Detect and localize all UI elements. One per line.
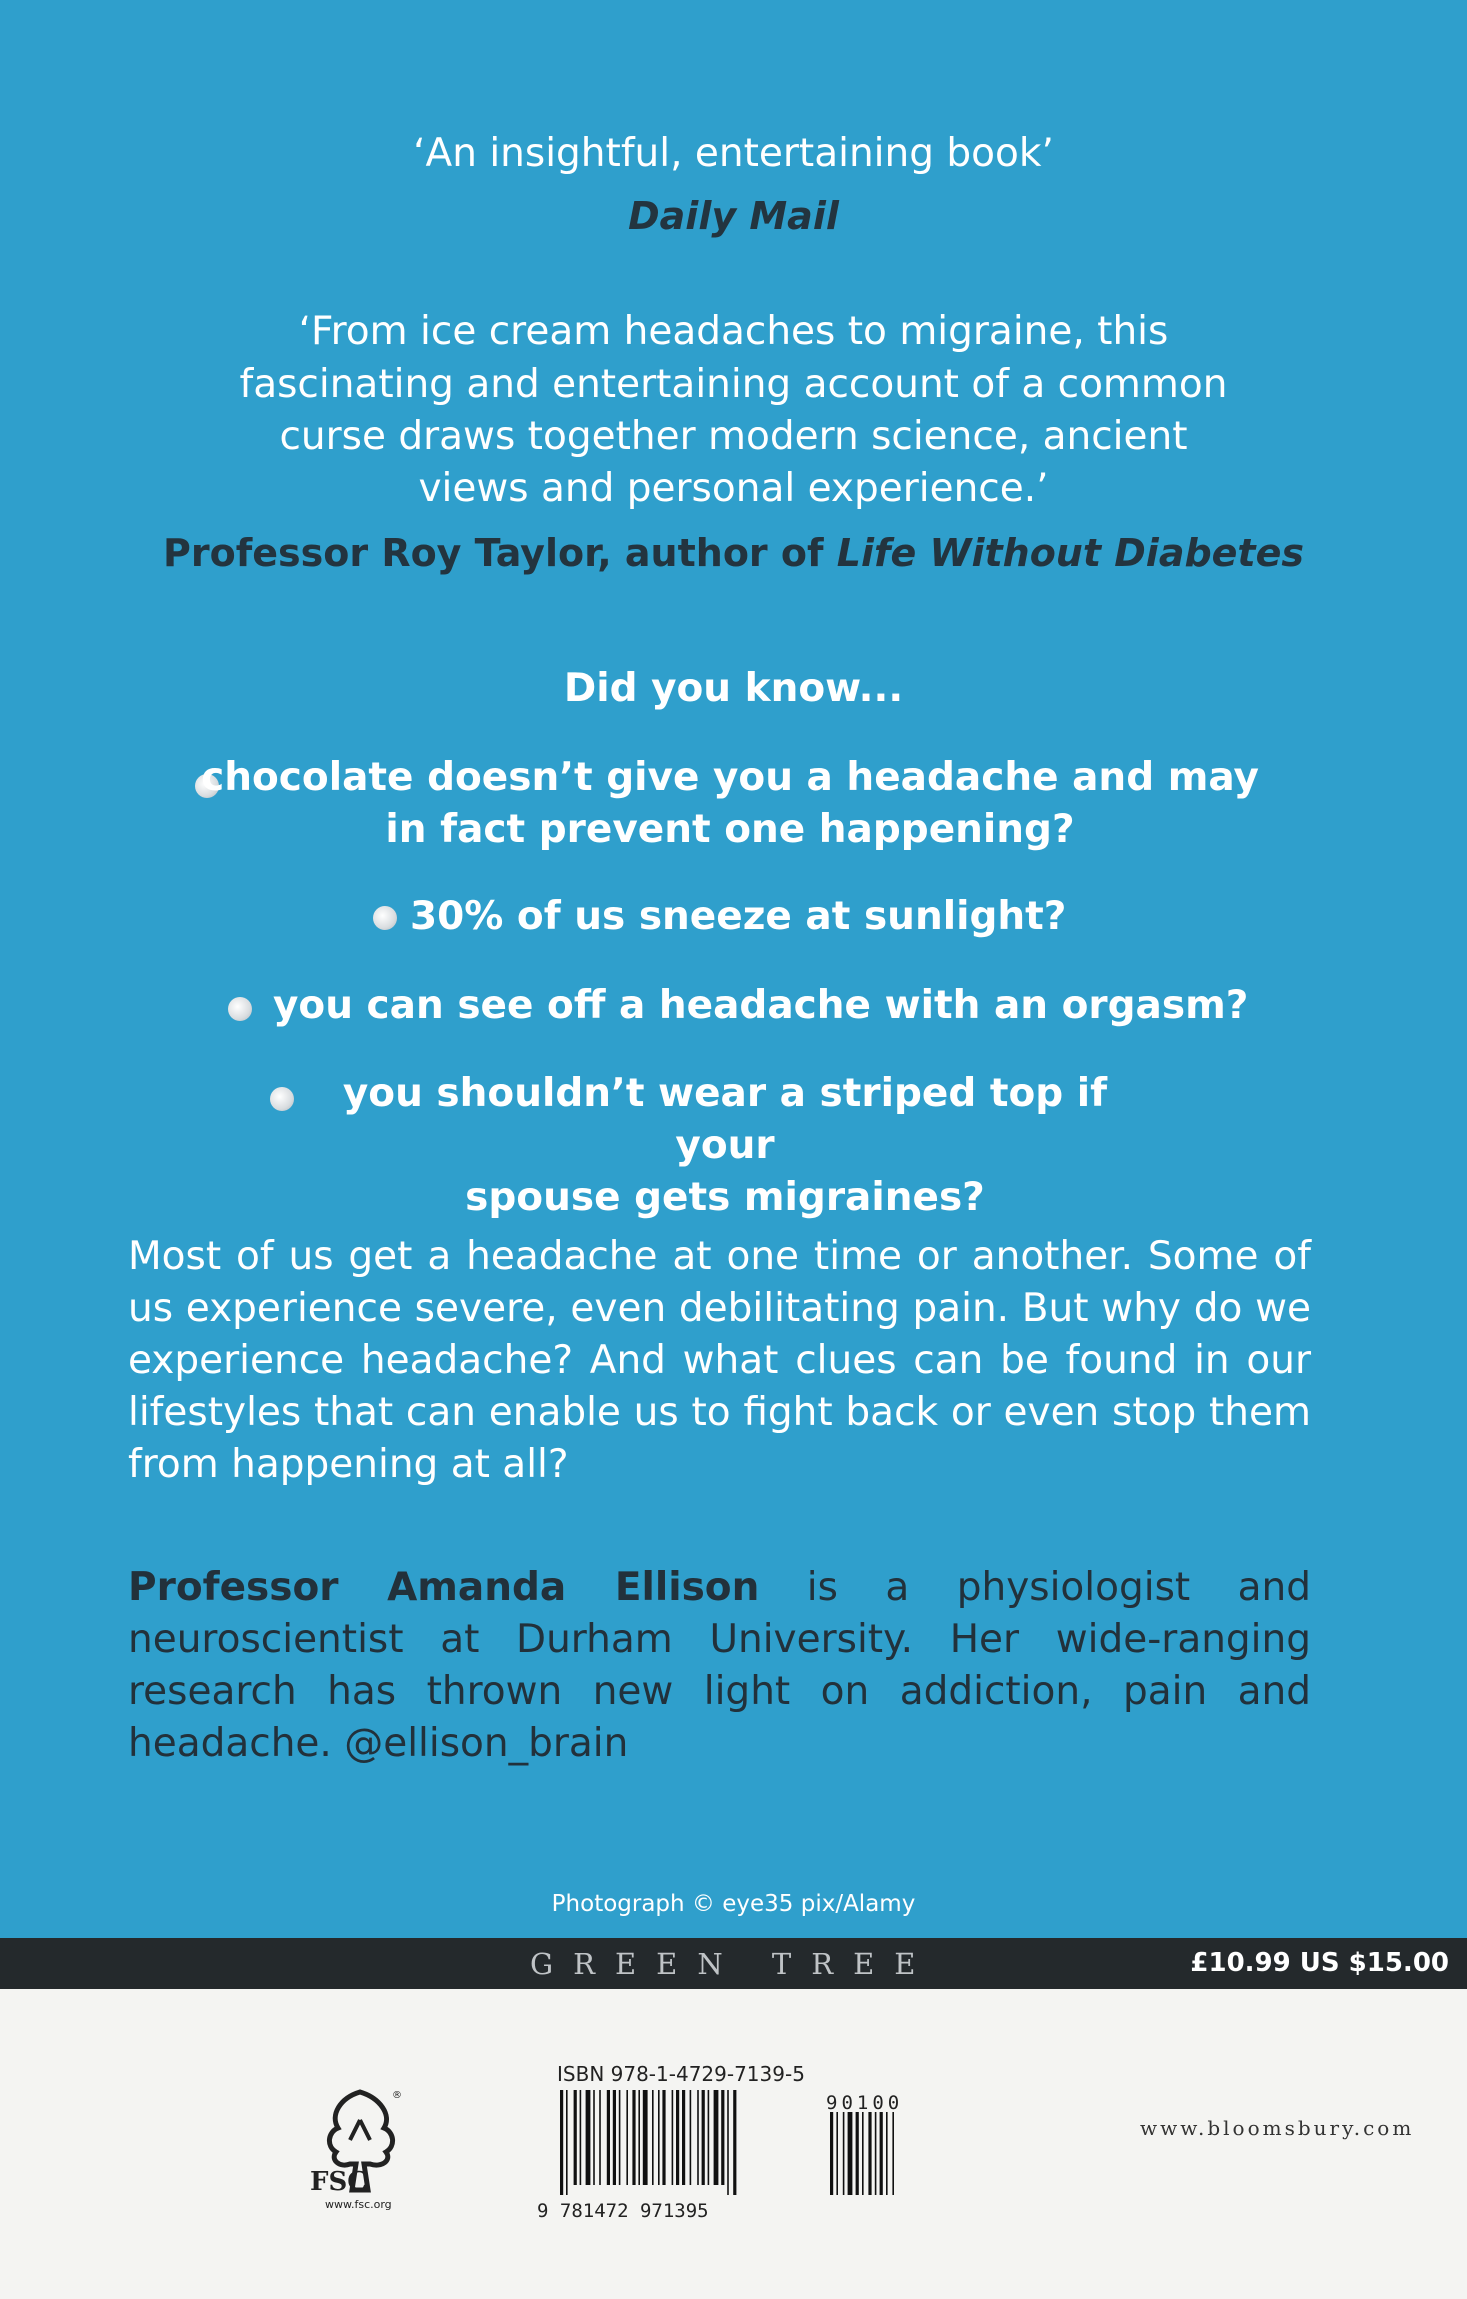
publisher-website: www.bloomsbury.com xyxy=(1140,2116,1415,2140)
addon-bar xyxy=(862,2112,864,2195)
barcode-bar xyxy=(733,2090,736,2195)
addon-bar xyxy=(868,2112,871,2195)
photo-credit: Photograph © eye35 pix/Alamy xyxy=(551,1891,916,1917)
barcode-bar xyxy=(619,2090,621,2185)
fact-item-1 xyxy=(180,752,1280,856)
addon-bar xyxy=(843,2112,845,2195)
isbn-text: ISBN 978-1-4729-7139-5 xyxy=(557,2062,805,2086)
barcode-bar xyxy=(586,2090,591,2185)
barcode-bar xyxy=(643,2090,648,2185)
quote2-source xyxy=(0,527,1467,579)
barcode-bar xyxy=(626,2090,628,2185)
quote2-source-prefix: Professor Roy Taylor, author of xyxy=(163,531,824,575)
barcode-bar xyxy=(658,2090,660,2185)
fact-item-2: 30% of us sneeze at sunlight? xyxy=(410,894,1067,939)
fact-item-4 xyxy=(290,1068,1160,1224)
barcode-bar xyxy=(580,2090,582,2185)
imprint-name: GREEN TREE xyxy=(530,1947,936,1981)
barcode-bar xyxy=(676,2090,679,2185)
barcode-bar xyxy=(721,2090,724,2185)
addon-bar xyxy=(875,2112,877,2195)
fact-item-1-line-2: in fact prevent one happening? xyxy=(385,807,1075,852)
fact-item-4-line-1: you shouldn’t wear a striped top if your xyxy=(342,1071,1108,1168)
barcode-bar xyxy=(672,2090,674,2185)
addon-bar xyxy=(836,2112,838,2195)
svg-text:®: ® xyxy=(392,2090,402,2101)
addon-bar xyxy=(880,2112,883,2195)
did-you-know-heading: Did you know... xyxy=(563,666,904,711)
barcode-bar xyxy=(702,2090,705,2185)
barcode-bar xyxy=(638,2090,640,2185)
bullet-dot-icon xyxy=(228,997,252,1021)
fact-item-3: you can see off a headache with an orgasm? xyxy=(273,983,1249,1028)
addon-bar xyxy=(830,2112,833,2195)
barcode-bar xyxy=(613,2090,616,2185)
quote2-source-title: Life Without Diabetes xyxy=(836,531,1304,575)
barcode-bar xyxy=(708,2090,710,2185)
barcode-bar xyxy=(560,2090,563,2195)
bullet-dot-icon xyxy=(373,906,397,930)
barcode-bar xyxy=(593,2090,595,2185)
quote1-text: ‘An insightful, entertaining book’ xyxy=(413,131,1054,176)
barcode-bar xyxy=(574,2090,577,2185)
barcode-number: 9 781472 971395 xyxy=(537,2200,709,2222)
barcode-bar xyxy=(697,2090,699,2185)
fsc-website: www.fsc.org xyxy=(325,2198,392,2211)
author-name: Professor Amanda Ellison xyxy=(128,1565,760,1610)
addon-bar xyxy=(848,2112,853,2195)
fact-item-1-line-1: chocolate doesn’t give you a headache and may xyxy=(201,755,1259,800)
barcode-bar xyxy=(652,2090,654,2185)
quote2-line-1: ‘From ice cream headaches to migraine, this xyxy=(298,309,1169,354)
fact-item-4-line-2: spouse gets migraines? xyxy=(465,1175,985,1220)
addon-number: 90100 xyxy=(826,2092,904,2114)
author-bio-text: is a physiologist and neuroscientist at Durham University. Her wide-ranging research has thrown new light on addiction, pain and headache. @ellison_brain xyxy=(128,1565,1312,1766)
barcode-bar xyxy=(682,2090,685,2185)
price-label: £10.99 US $15.00 xyxy=(1190,1948,1449,1978)
barcode-bar xyxy=(607,2090,610,2185)
barcode-bar xyxy=(690,2090,692,2185)
quote1-source: Daily Mail xyxy=(628,194,839,238)
quote2-line-4: views and personal experience.’ xyxy=(418,466,1049,511)
blurb-paragraph: Most of us get a headache at one time or another. Some of us experience severe, even debilitating pain. But why do we experience headache? And what clues can be found in our lifestyles that can enable us to fight back or even stop them from happening at all? xyxy=(128,1234,1311,1487)
barcode-bar xyxy=(599,2090,601,2185)
quote2-line-3: curse draws together modern science, ancient xyxy=(279,414,1188,459)
barcode-bar xyxy=(566,2090,568,2195)
quote2-line-2: fascinating and entertaining account of a common xyxy=(239,362,1228,407)
barcode-bar xyxy=(662,2090,665,2185)
author-bio xyxy=(128,1562,1311,1770)
fsc-label: FSC xyxy=(310,2167,368,2197)
addon-bar xyxy=(886,2112,888,2195)
addon-bar xyxy=(856,2112,859,2195)
barcode-bar xyxy=(727,2090,729,2195)
barcode-bar xyxy=(632,2090,635,2185)
barcode-bar xyxy=(714,2090,719,2185)
addon-bar xyxy=(892,2112,894,2195)
